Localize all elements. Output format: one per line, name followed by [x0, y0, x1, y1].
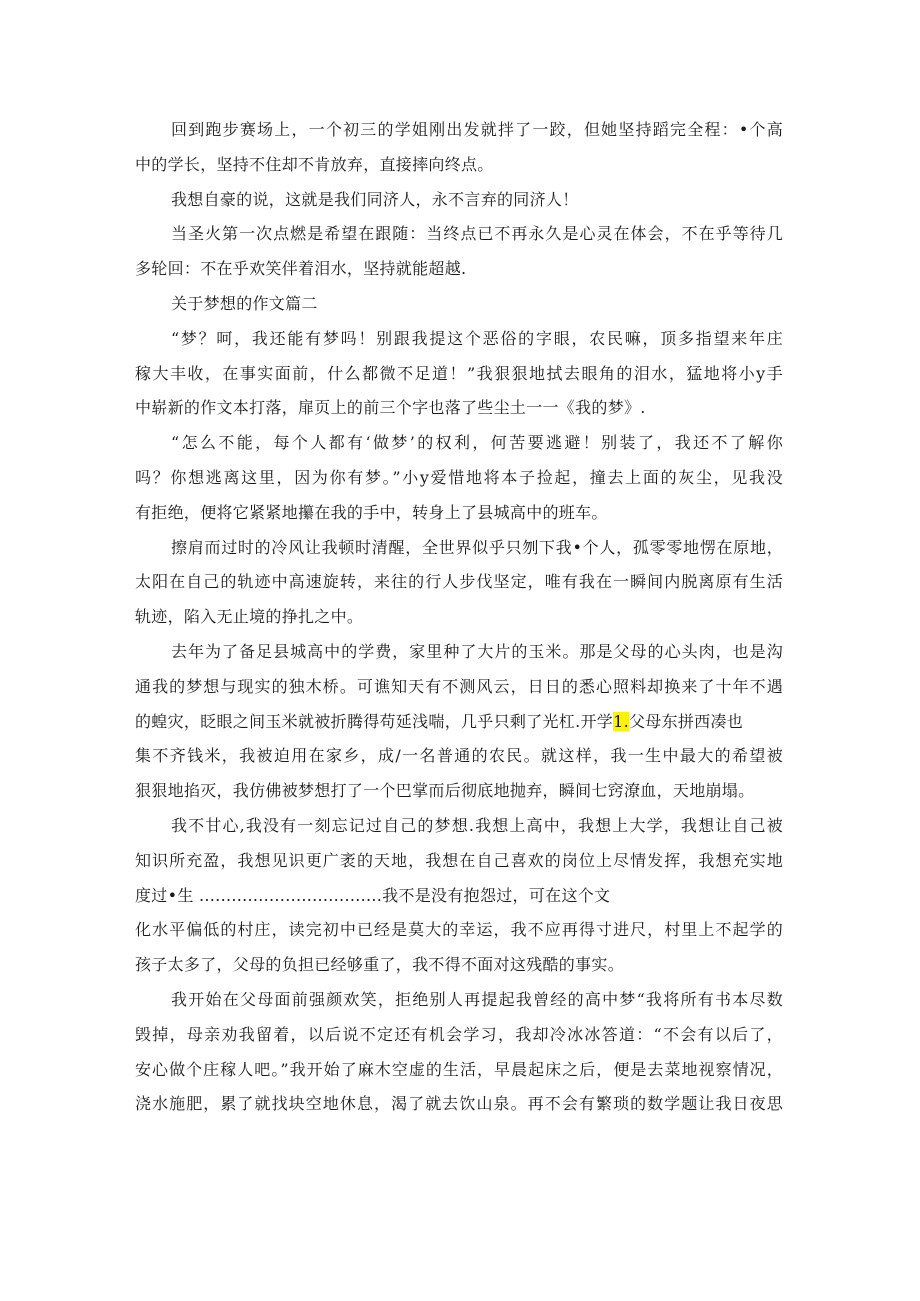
text-line: [135, 705, 783, 740]
text-line: 中崭新的作文本打落，扉页上的前三个字也落了些尘土一一《我的梦》.: [135, 398, 646, 418]
highlighted-mark: 1.: [613, 711, 629, 731]
text-line: 集不齐钱米，我被迫用在家乡，成/一名普通的农民。就这样，我一生中最大的希望被: [135, 746, 783, 766]
text-line: 我不甘心,我没有一刻忘记过自己的梦想.我想上高中，我想上大学，我想让自己被: [171, 815, 783, 835]
text-segment: 父母东拼西凑也: [628, 711, 744, 731]
text-line: 化水平偏低的村庄，读完初中已经是莫大的幸运，我不应再得寸进尺，村里上不起学的: [135, 920, 783, 940]
text-line: 擦肩而过时的冷风让我顿时清醒，全世界似乎只刎下我•个人，孤零零地愣在原地，: [171, 537, 783, 557]
text-line: 当圣火第一次点燃是希望在跟随：当终点已不再永久是心灵在体会，不在乎等待几: [171, 224, 783, 244]
text-line: 有拒绝，便将它紧紧地攥在我的手中，转身上了县城高中的班车。: [135, 502, 608, 522]
text-line: 我想自豪的说，这就是我们同济人，永不言弃的同济人！: [171, 189, 579, 209]
text-line: 狠狠地掐灭，我仿佛被梦想打了一个巴掌而后彻底地抛弃，瞬间七窍潦血，天地崩塌。: [135, 781, 755, 801]
text-line: 安心做个庄稼人吧。”我开始了麻木空虚的生活，早晨起床之后，便是去菜地视察情况，: [135, 1059, 783, 1079]
section-heading: 关于梦想的作文篇二: [171, 293, 318, 313]
text-line: 毁掉，母亲劝我留着，以后说不定还有机会学习，我却冷冰冰答道：“不会有以后了，: [135, 1024, 783, 1044]
text-line: 中的学长，坚持不住却不肯放弃，直接摔向终点。: [135, 154, 494, 174]
text-line: 多轮回：不在乎欢笑伴着泪水，坚持就能超越.: [135, 259, 467, 279]
text-line: 吗？你想逃离这里，因为你有梦。”小y爱惜地将本子捡起，撞去上面的灰尘，见我没: [135, 467, 783, 487]
text-line: 知识所充盈，我想见识更广袤的天地，我想在自己喜欢的岗位上尽情发挥，我想充实地: [135, 850, 783, 870]
document-body: [135, 113, 783, 1122]
text-line: 太阳在自己的轨迹中高速旋转，来往的行人步伐坚定，唯有我在一瞬间内脱离原有生活: [135, 572, 783, 592]
text-line: “怎么不能，每个人都有‘做梦’的权利，何苦要逃避！别装了，我还不了解你: [171, 433, 783, 453]
text-line: 我开始在父母面前强颜欢笑，拒绝别人再提起我曾经的高中梦“我将所有书本尽数: [171, 989, 783, 1009]
text-line: “梦？呵，我还能有梦吗！别跟我提这个恶俗的字眼，农民嘛，顶多指望来年庄: [171, 328, 783, 348]
text-line: 去年为了备足县城高中的学费，家里种了大片的玉米。那是父母的心头肉，也是沟: [171, 641, 783, 661]
text-line: 孩子太多了，父母的负担已经够重了，我不得不面对这残酷的事实。: [135, 955, 625, 975]
text-segment: 的蝗灾，眨眼之间玉米就被折腾得苟延浅喘，几乎只剩了光杠.开学: [135, 711, 614, 731]
text-line: 回到跑步赛场上，一个初三的学姐刚出发就拌了一跤，但她坚持蹈完全程：•个高: [171, 120, 783, 139]
text-line: 度过•生 ..................................我不是没有抱怨过，可在这个文: [135, 885, 611, 905]
text-line: 稼大丰收，在事实面前，什么都微不足道！”我狠狠地拭去眼角的泪水，猛地将小y手: [135, 363, 783, 383]
text-line: 通我的梦想与现实的独木桥。可谯知天有不测风云，日日的悉心照料却换来了十年不遇: [135, 676, 783, 696]
text-line: 轨迹，陷入无止境的挣扎之中。: [135, 607, 364, 627]
text-line: 浇水施肥，累了就找块空地休息，渴了就去饮山泉。再不会有繁琐的数学题让我日夜思: [135, 1094, 783, 1114]
